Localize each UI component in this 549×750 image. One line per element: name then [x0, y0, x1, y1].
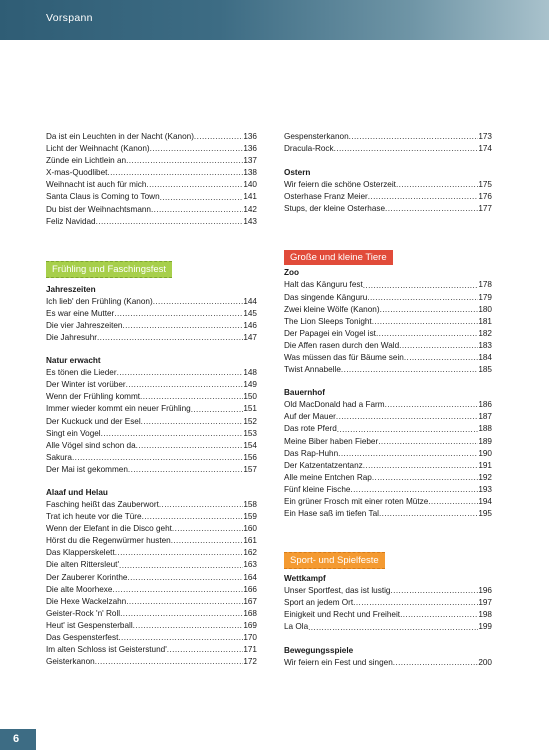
leader-dots: [363, 460, 479, 472]
entry-page: 180: [478, 304, 492, 314]
entry-page: 140: [243, 180, 257, 190]
leader-dots: [336, 411, 478, 423]
toc-entry: [46, 155, 257, 167]
entry-page: 178: [478, 280, 492, 290]
leader-dots: [128, 464, 243, 476]
leader-dots: [379, 508, 478, 520]
entry-page: 168: [243, 608, 257, 618]
leader-dots: [172, 523, 243, 535]
entry-title: Die alten Rittersleut': [46, 560, 120, 570]
toc-entry: [46, 428, 257, 440]
entry-title: Feliz Navidad: [46, 216, 96, 226]
entry-title: Der Papagei ein Vogel ist: [284, 328, 376, 338]
spacer: [46, 476, 257, 487]
entry-title: Gespensterkanon: [284, 132, 349, 141]
entry-page: 191: [478, 460, 492, 470]
entry-page: 182: [478, 328, 492, 338]
entry-title: Fasching heißt das Zauberwort: [46, 499, 159, 509]
leader-dots: [349, 131, 479, 143]
entry-title: Die alte Moorhexe: [46, 584, 113, 594]
entry-page: 176: [478, 192, 492, 202]
leader-dots: [376, 328, 478, 340]
entry-title: Santa Claus is Coming to Town: [46, 192, 160, 202]
entry-page: 171: [243, 645, 257, 655]
section-heading: Bewegungsspiele: [284, 645, 354, 655]
entry-page: 143: [243, 216, 257, 226]
toc-entry: [46, 644, 257, 656]
entry-page: 138: [243, 168, 257, 178]
toc-entry: [46, 379, 257, 391]
entry-page: 199: [478, 622, 492, 632]
toc-entry: [284, 621, 492, 633]
entry-title: Trat ich heute vor die Türe: [46, 512, 142, 522]
left-column: [46, 131, 257, 668]
entry-page: 147: [243, 333, 257, 343]
entry-page: 156: [243, 452, 257, 462]
leader-dots: [334, 143, 479, 155]
entry-page: 200: [478, 657, 492, 667]
entry-title: Osterhase Franz Meier: [284, 192, 368, 202]
entry-title: Wenn der Elefant in die Disco geht: [46, 524, 172, 534]
leader-dots: [126, 155, 243, 167]
toc-entry: [284, 423, 492, 435]
entry-page: 169: [243, 620, 257, 630]
entry-page: 173: [478, 132, 492, 141]
entry-page: 177: [478, 204, 492, 214]
toc-entry: [46, 632, 257, 644]
entry-page: 144: [243, 296, 257, 306]
entry-title: Halt das Känguru fest: [284, 280, 363, 290]
entry-page: 153: [243, 428, 257, 438]
entry-title: Stups, der kleine Osterhase: [284, 204, 386, 214]
leader-dots: [72, 452, 243, 464]
leader-dots: [400, 609, 478, 621]
entry-page: 170: [243, 633, 257, 642]
entry-title: Geisterkanon: [46, 657, 95, 667]
toc-entry: [284, 399, 492, 411]
entry-page: 174: [478, 144, 492, 154]
leader-dots: [150, 143, 244, 155]
leader-dots: [191, 404, 244, 416]
leader-dots: [96, 216, 244, 228]
spacer: [284, 376, 492, 387]
entry-page: 163: [243, 560, 257, 570]
entry-page: 186: [478, 400, 492, 410]
toc-entry: [284, 597, 492, 609]
entry-page: 161: [243, 536, 257, 546]
entry-page: 197: [478, 598, 492, 608]
leader-dots: [112, 584, 243, 596]
section-title: Vorspann: [46, 12, 93, 24]
leader-dots: [385, 203, 478, 215]
entry-page: 193: [478, 484, 492, 494]
entry-title: Unser Sportfest, das ist lustig: [284, 586, 391, 596]
entry-title: Singt ein Vogel: [46, 428, 101, 438]
leader-dots: [118, 632, 243, 644]
entry-page: 167: [243, 596, 257, 606]
toc-entry: [284, 279, 492, 291]
entry-page: 189: [478, 436, 492, 446]
entry-page: 198: [478, 610, 492, 620]
entry-title: Das rote Pferd: [284, 424, 337, 434]
entry-page: 152: [243, 416, 257, 426]
toc-entry: [284, 328, 492, 340]
entry-title: Weihnacht ist auch für mich: [46, 180, 147, 190]
entry-title: Sakura: [46, 452, 72, 462]
entry-title: Auf der Mauer: [284, 412, 336, 422]
toc-entry: [46, 332, 257, 344]
section-heading: Zoo: [284, 268, 300, 278]
leader-dots: [380, 304, 479, 316]
leader-dots: [194, 131, 243, 143]
right-column: [284, 131, 492, 669]
leader-dots: [167, 644, 244, 656]
toc-entry: [284, 657, 492, 669]
toc-entry: [46, 440, 257, 452]
leader-dots: [151, 204, 243, 216]
entry-page: 145: [243, 308, 257, 318]
entry-page: 154: [243, 440, 257, 450]
entry-page: 196: [478, 586, 492, 596]
entry-page: 192: [478, 472, 492, 482]
toc-entry: [46, 523, 257, 535]
entry-page: 158: [243, 499, 257, 509]
leader-dots: [171, 535, 244, 547]
entry-title: Hörst du die Regenwürmer husten: [46, 536, 171, 546]
leader-dots: [114, 308, 243, 320]
leader-dots: [393, 657, 479, 669]
section-heading: Alaaf und Helau: [46, 487, 108, 497]
toc-entry: [46, 499, 257, 511]
leader-dots: [120, 608, 243, 620]
entry-title: Einigkeit und Recht und Freiheit: [284, 610, 401, 620]
toc-entry: [46, 296, 257, 308]
entry-title: Die Jahresuhr: [46, 333, 97, 343]
toc-entry: [46, 191, 257, 203]
leader-dots: [390, 585, 478, 597]
entry-title: Wir feiern die schöne Osterzeit: [284, 180, 396, 190]
entry-page: 160: [243, 524, 257, 534]
toc-entry: [284, 472, 492, 484]
entry-page: 151: [243, 404, 257, 414]
entry-title: X-mas-Quodlibet: [46, 168, 108, 178]
entry-title: Wir feiern ein Fest und singen: [284, 657, 393, 667]
spacer: [284, 520, 492, 550]
section-heading: Jahreszeiten: [46, 284, 96, 294]
toc-entry: [46, 131, 257, 143]
entry-page: 149: [243, 380, 257, 390]
leader-dots: [126, 379, 244, 391]
leader-dots: [119, 560, 243, 572]
section-heading: Ostern: [284, 168, 311, 178]
entry-title: Heut' ist Gespensterball: [46, 620, 133, 630]
toc-entry: [284, 585, 492, 597]
entry-title: Das Gespensterfest: [46, 633, 119, 642]
entry-title: Meine Biber haben Fieber: [284, 436, 379, 446]
entry-title: Es war eine Mutter: [46, 308, 115, 318]
entry-page: 136: [243, 132, 257, 141]
toc-entry: [46, 367, 257, 379]
toc-entry: [284, 436, 492, 448]
leader-dots: [399, 340, 478, 352]
spacer: [46, 228, 257, 259]
toc-entry: [46, 608, 257, 620]
entry-title: Fünf kleine Fische: [284, 484, 351, 494]
entry-page: 162: [243, 548, 257, 558]
entry-title: Die vier Jahreszeiten: [46, 320, 123, 330]
toc-entry: [284, 304, 492, 316]
leader-dots: [385, 399, 479, 411]
entry-page: 166: [243, 584, 257, 594]
leader-dots: [159, 499, 243, 511]
toc-entry: [46, 143, 257, 155]
leader-dots: [95, 656, 244, 668]
toc-entry: [284, 340, 492, 352]
entry-page: 150: [243, 392, 257, 402]
section-heading: Wettkampf: [284, 574, 326, 584]
leader-dots: [396, 179, 478, 191]
entry-title: Die Hexe Wackelzahn: [46, 596, 127, 606]
leader-dots: [350, 484, 478, 496]
toc-entry: [46, 179, 257, 191]
leader-dots: [140, 391, 243, 403]
entry-title: Der Katzentatzentanz: [284, 460, 363, 470]
leader-dots: [122, 320, 243, 332]
leader-dots: [368, 191, 479, 203]
toc-entry: [46, 216, 257, 228]
entry-title: Geister-Rock 'n' Roll: [46, 608, 121, 618]
toc-entry: [46, 620, 257, 632]
toc-entry: [46, 535, 257, 547]
toc-entry: [46, 416, 257, 428]
entry-page: 136: [243, 144, 257, 154]
leader-dots: [363, 280, 479, 292]
entry-page: 179: [478, 292, 492, 302]
entry-title: Zwei kleine Wölfe (Kanon): [284, 304, 380, 314]
entry-page: 157: [243, 464, 257, 474]
page-number-tab: [0, 729, 36, 750]
entry-page: 164: [243, 572, 257, 582]
banner-wrap: [284, 550, 492, 569]
entry-page: 183: [478, 340, 492, 350]
toc-entry: [46, 656, 257, 668]
page-number: 6: [13, 733, 20, 745]
leader-dots: [338, 448, 478, 460]
leader-dots: [337, 424, 479, 436]
entry-page: 146: [243, 320, 257, 330]
entry-title: Du bist der Weihnachtsmann: [46, 204, 151, 214]
leader-dots: [126, 596, 243, 608]
toc-entry: [284, 131, 492, 143]
entry-title: Das Klapperskelett: [46, 548, 115, 558]
entry-page: 194: [478, 496, 492, 506]
entry-title: Alle meine Entchen Rap: [284, 472, 372, 482]
toc-entry: [284, 508, 492, 520]
entry-title: Der Winter ist vorüber: [46, 380, 126, 390]
leader-dots: [160, 192, 244, 204]
leader-dots: [142, 511, 244, 523]
entry-page: 190: [478, 448, 492, 458]
section-heading: Natur erwacht: [46, 356, 101, 366]
entry-title: Wenn der Frühling kommt: [46, 392, 141, 402]
leader-dots: [367, 292, 478, 304]
spacer: [284, 215, 492, 247]
leader-dots: [97, 332, 243, 344]
toc-entry: [284, 203, 492, 215]
entry-title: Dracula-Rock: [284, 144, 334, 154]
leader-dots: [378, 436, 478, 448]
toc-entry: [284, 484, 492, 496]
leader-dots: [107, 167, 243, 179]
entry-title: The Lion Sleeps Tonight: [284, 316, 372, 326]
toc-entry: [284, 496, 492, 508]
entry-title: Da ist ein Leuchten in der Nacht (Kanon): [46, 132, 194, 141]
leader-dots: [133, 620, 244, 632]
leader-dots: [353, 597, 478, 609]
entry-page: 184: [478, 353, 492, 363]
entry-title: Es tönen die Lieder: [46, 368, 117, 378]
entry-title: Immer wieder kommt ein neuer Frühling: [46, 404, 191, 414]
entry-title: Der Zauberer Korinthe: [46, 572, 128, 582]
leader-dots: [153, 296, 244, 308]
entry-title: Sport an jedem Ort: [284, 598, 354, 608]
category-banner: Frühling und Faschingsfest: [46, 261, 172, 278]
spacer: [46, 344, 257, 355]
toc-entry: [46, 572, 257, 584]
toc-entry: [46, 452, 257, 464]
entry-title: Alle Vögel sind schon da: [46, 440, 136, 450]
toc-entry: [46, 320, 257, 332]
entry-title: Der Kuckuck und der Esel: [46, 416, 141, 426]
leader-dots: [101, 428, 244, 440]
toc-entry: [284, 292, 492, 304]
toc-entry: [46, 204, 257, 216]
entry-title: La Ola: [284, 622, 309, 632]
entry-title: Zünde ein Lichtlein an: [46, 156, 127, 166]
header-bar: [0, 0, 549, 40]
toc-entry: [284, 364, 492, 376]
leader-dots: [372, 472, 478, 484]
toc-entry: [46, 559, 257, 571]
leader-dots: [341, 364, 478, 376]
section-heading: Bauernhof: [284, 388, 325, 398]
banner-wrap: [46, 259, 257, 278]
entry-title: Old MacDonald had a Farm: [284, 400, 385, 410]
toc-entry: [46, 547, 257, 559]
entry-page: 181: [478, 316, 492, 326]
leader-dots: [428, 496, 478, 508]
leader-dots: [146, 179, 243, 191]
entry-title: Was müssen das für Bäume sein: [284, 353, 404, 363]
entry-page: 172: [243, 657, 257, 667]
entry-title: Das Rap-Huhn: [284, 448, 339, 458]
entry-page: 195: [478, 509, 492, 519]
category-banner: Große und kleine Tiere: [284, 250, 393, 265]
leader-dots: [404, 352, 478, 364]
entry-page: 148: [243, 368, 257, 378]
leader-dots: [372, 316, 479, 328]
toc-entry: [284, 411, 492, 423]
toc-entry: [284, 609, 492, 621]
leader-dots: [117, 367, 244, 379]
entry-title: Licht der Weihnacht (Kanon): [46, 144, 150, 154]
entry-title: Ein grüner Frosch mit einer roten Mütze: [284, 496, 429, 506]
toc-entry: [46, 584, 257, 596]
entry-page: 185: [478, 365, 492, 375]
leader-dots: [115, 547, 244, 559]
toc-entry: [284, 352, 492, 364]
toc-entry: [284, 448, 492, 460]
toc-entry: [284, 179, 492, 191]
entry-page: 141: [243, 192, 257, 202]
toc-entry: [46, 403, 257, 415]
toc-entry: [46, 596, 257, 608]
toc-entry: [284, 143, 492, 155]
toc-entry: [284, 460, 492, 472]
category-banner: Sport- und Spielfeste: [284, 552, 385, 569]
toc-entry: [46, 308, 257, 320]
entry-page: 159: [243, 512, 257, 522]
spacer: [284, 155, 492, 167]
entry-page: 188: [478, 424, 492, 434]
toc-entry: [284, 191, 492, 203]
entry-title: Im alten Schloss ist Geisterstund': [46, 645, 167, 655]
toc-entry: [46, 391, 257, 403]
entry-title: Ein Hase saß im tiefen Tal: [284, 509, 379, 519]
toc-entry: [284, 316, 492, 328]
entry-title: Die Affen rasen durch den Wald: [284, 340, 400, 350]
entry-title: Der Mai ist gekommen: [46, 464, 128, 474]
toc-entry: [46, 464, 257, 476]
toc-entry: [46, 511, 257, 523]
entry-page: 142: [243, 204, 257, 214]
entry-page: 175: [478, 180, 492, 190]
leader-dots: [141, 416, 244, 428]
toc-entry: [46, 167, 257, 179]
leader-dots: [308, 622, 478, 634]
leader-dots: [136, 440, 244, 452]
entry-title: Das singende Känguru: [284, 292, 368, 302]
entry-page: 137: [243, 156, 257, 166]
spacer: [284, 634, 492, 645]
entry-title: Twist Annabelle: [284, 365, 341, 375]
leader-dots: [127, 572, 243, 584]
entry-page: 187: [478, 412, 492, 422]
banner-wrap: [284, 247, 492, 265]
entry-title: Ich lieb' den Frühling (Kanon): [46, 296, 153, 306]
